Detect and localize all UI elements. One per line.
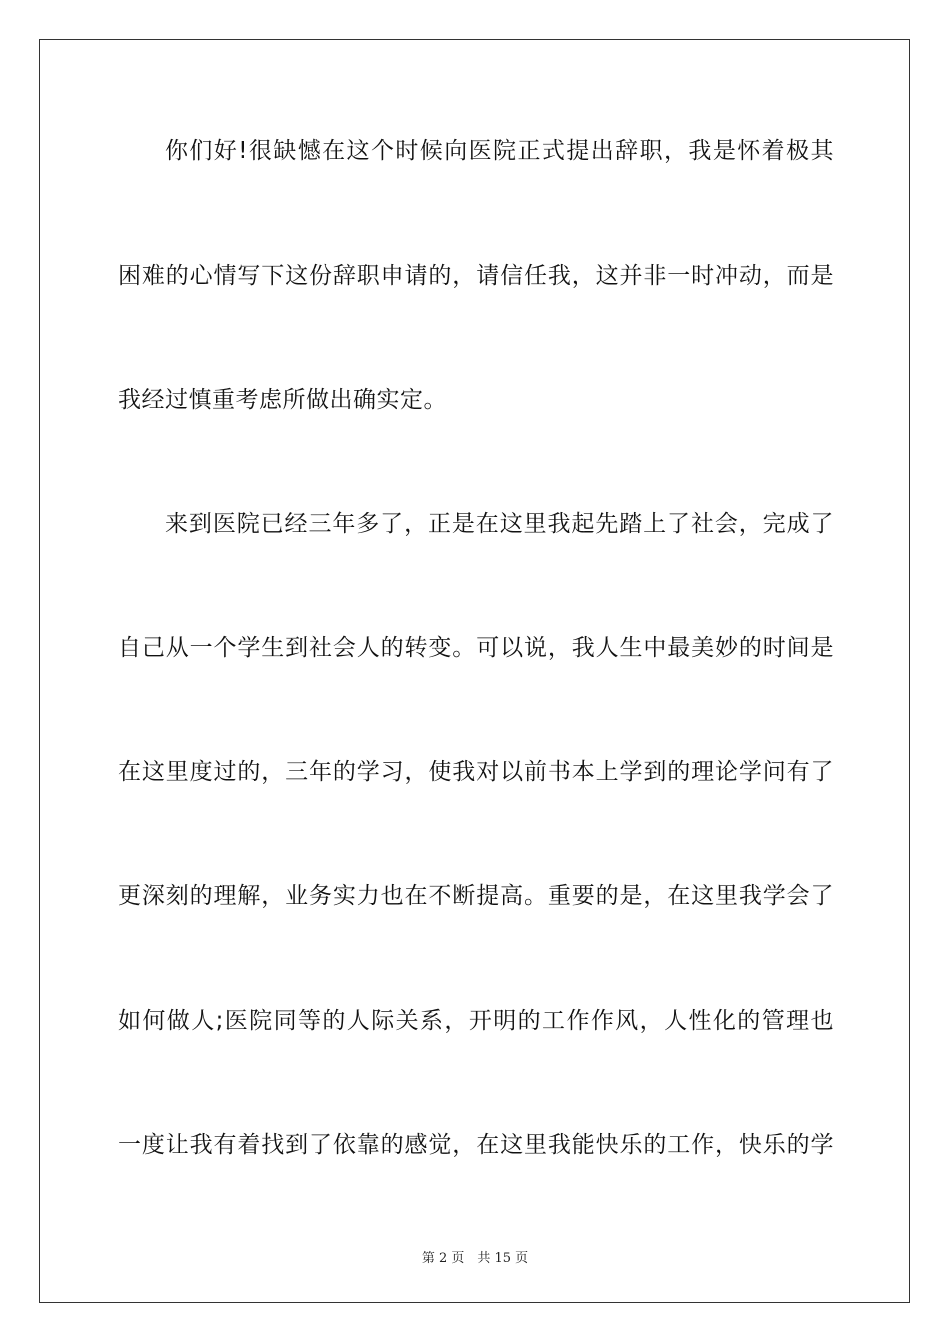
- text-line-9: 一度让我有着找到了依靠的感觉，在这里我能快乐的工作，快乐的学: [118, 1132, 834, 1158]
- text-line-4: 来到医院已经三年多了，正是在这里我起先踏上了社会，完成了: [165, 511, 834, 537]
- page-border: [39, 39, 910, 1303]
- text-line-3: 我经过慎重考虑所做出确实定。: [118, 387, 447, 413]
- text-line-1: 你们好!很缺憾在这个时候向医院正式提出辞职，我是怀着极其: [165, 138, 834, 164]
- text-line-5: 自己从一个学生到社会人的转变。可以说，我人生中最美妙的时间是: [118, 635, 834, 661]
- page-number-footer: 第 2 页 共 15 页: [421, 1251, 529, 1266]
- text-line-6: 在这里度过的，三年的学习，使我对以前书本上学到的理论学问有了: [118, 759, 834, 785]
- text-line-2: 困难的心情写下这份辞职申请的，请信任我，这并非一时冲动，而是: [118, 263, 834, 289]
- text-line-7: 更深刻的理解，业务实力也在不断提高。重要的是，在这里我学会了: [118, 883, 834, 909]
- text-line-8: 如何做人;医院同等的人际关系，开明的工作作风，人性化的管理也: [118, 1008, 834, 1034]
